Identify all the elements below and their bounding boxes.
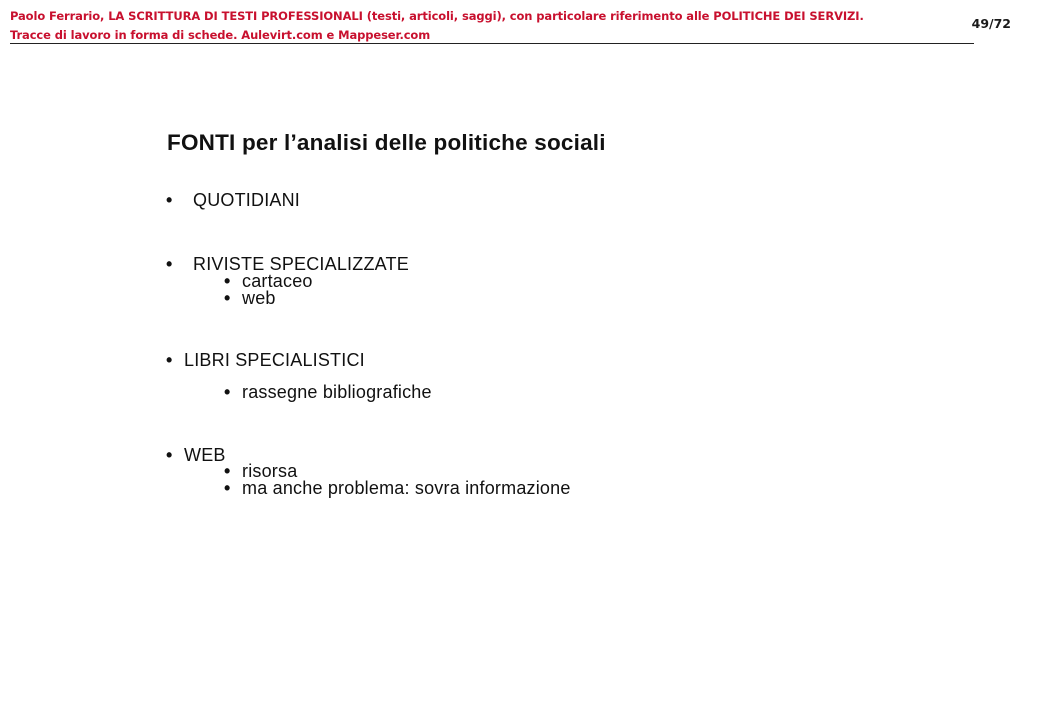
list-item-quotidiani — [166, 190, 300, 211]
sub-item-sovra-informazione — [224, 478, 571, 499]
bullet-icon: • — [166, 350, 173, 370]
sub-item-label: rassegne bibliografiche — [242, 382, 432, 402]
bullet-icon: • — [166, 445, 173, 465]
page-number: 49/72 — [971, 16, 1011, 31]
bullet-icon: • — [224, 288, 231, 308]
list-item-libri — [166, 350, 365, 371]
sub-item-label: ma anche problema: sovra informazione — [242, 478, 571, 498]
bullet-icon: • — [224, 271, 231, 291]
bullet-icon: • — [166, 190, 173, 210]
sub-item-web — [224, 288, 276, 309]
list-item-label: QUOTIDIANI — [193, 190, 301, 210]
header-author-title: Paolo Ferrario, LA SCRITTURA DI TESTI PROFESSIONALI (testi, articoli, saggi), con particolare riferimento alle POLITICHE DEI SERVIZI. — [10, 9, 864, 23]
bullet-icon: • — [224, 478, 231, 498]
header-subtitle: Tracce di lavoro in forma di schede. Aulevirt.com e Mappeser.com — [10, 28, 431, 42]
bullet-icon: • — [224, 461, 231, 481]
slide-title: FONTI per l’analisi delle politiche sociali — [167, 130, 606, 155]
list-item-label: LIBRI SPECIALISTICI — [184, 350, 365, 370]
list-item-label: RIVISTE SPECIALIZZATE — [193, 254, 409, 274]
sub-item-label: web — [242, 288, 276, 308]
sub-item-label: risorsa — [242, 461, 298, 481]
list-item-label: WEB — [184, 445, 226, 465]
sub-item-rassegne — [224, 382, 432, 403]
bullet-icon: • — [166, 254, 173, 274]
bullet-icon: • — [224, 382, 231, 402]
sub-item-label: cartaceo — [242, 271, 313, 291]
list-item-web — [166, 445, 226, 466]
